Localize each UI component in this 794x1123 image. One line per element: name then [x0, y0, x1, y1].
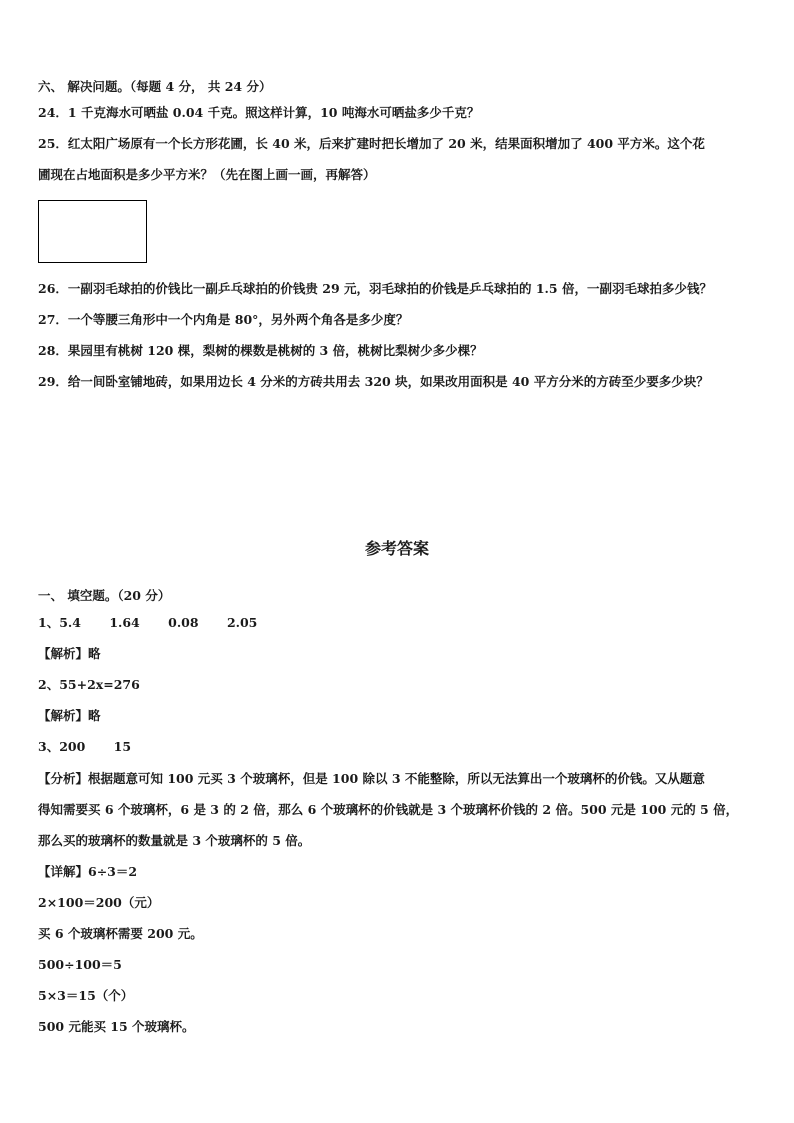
answer-1-value-4: 2.05: [226, 615, 258, 630]
question-24: 24．1 千克海水可晒盐 0.04 千克。照这样计算，10 吨海水可晒盐多少千克？: [38, 105, 480, 120]
answer-3-step-4: 500÷100＝5: [38, 957, 122, 972]
garden-rectangle-figure: [38, 200, 147, 263]
answer-3-step-6: 500 元能买 15 个玻璃杯。: [38, 1019, 195, 1034]
question-29: 29．给一间卧室铺地砖，如果用边长 4 分米的方砖共用去 320 块，如果改用面积是 40 平方分米的方砖至少要多少块？: [38, 374, 709, 389]
answer-1-value-1: 1、5.4: [38, 615, 81, 630]
answer-3-analysis-line-3: 那么买的玻璃杯的数量就是 3 个玻璃杯的 5 倍。: [38, 833, 311, 848]
answer-3-step-3: 买 6 个玻璃杯需要 200 元。: [38, 926, 203, 941]
question-27: 27．一个等腰三角形中一个内角是 80°，另外两个角各是多少度？: [38, 312, 409, 327]
answer-1-value-3: 0.08: [168, 615, 199, 630]
answer-3: [38, 739, 756, 755]
answer-1-analysis: 【解析】略: [38, 646, 101, 661]
section-header-fill-in: 一、 填空题。（20 分）: [38, 588, 171, 603]
answer-3-detail: 【详解】6÷3＝2: [38, 864, 138, 879]
question-25-line-1: 25．红太阳广场原有一个长方形花圃，长 40 米，后来扩建时把长增加了 20 米，结果面积增加了 400 平方米。这个花: [38, 136, 705, 151]
answers-title: 参考答案: [364, 539, 429, 558]
answer-2: 2、55+2x=276: [38, 677, 140, 692]
answer-3-analysis-line-1: 【分析】根据题意可知 100 元买 3 个玻璃杯，但是 100 除以 3 不能整除，所以无法算出一个玻璃杯的价钱。又从题意: [38, 771, 705, 786]
answer-2-analysis: 【解析】略: [38, 708, 101, 723]
answer-1: [38, 615, 756, 631]
answer-3-analysis-line-2: 得知需要买 6 个玻璃杯，6 是 3 的 2 倍，那么 6 个玻璃杯的价钱就是 3 个玻璃杯价钱的 2 倍。500 元是 100 元的 5 倍，: [38, 802, 739, 817]
answer-3-step-2: 2×100＝200（元）: [38, 895, 160, 910]
question-26: 26．一副羽毛球拍的价钱比一副乒乓球拍的价钱贵 29 元，羽毛球拍的价钱是乒乓球拍的 1.5 倍，一副羽毛球拍多少钱？: [38, 281, 712, 296]
question-25-line-2: 圃现在占地面积是多少平方米？（先在图上画一画，再解答）: [38, 167, 376, 182]
question-28: 28．果园里有桃树 120 棵，梨树的棵数是桃树的 3 倍，桃树比梨树少多少棵？: [38, 343, 483, 358]
answer-3-step-5: 5×3＝15（个）: [38, 988, 134, 1003]
answer-3-value-1: 3、200: [38, 739, 86, 754]
section-header-problems: 六、 解决问题。（每题 4 分， 共 24 分）: [38, 79, 272, 94]
answer-3-value-2: 15: [113, 739, 132, 754]
answer-1-value-2: 1.64: [109, 615, 140, 630]
